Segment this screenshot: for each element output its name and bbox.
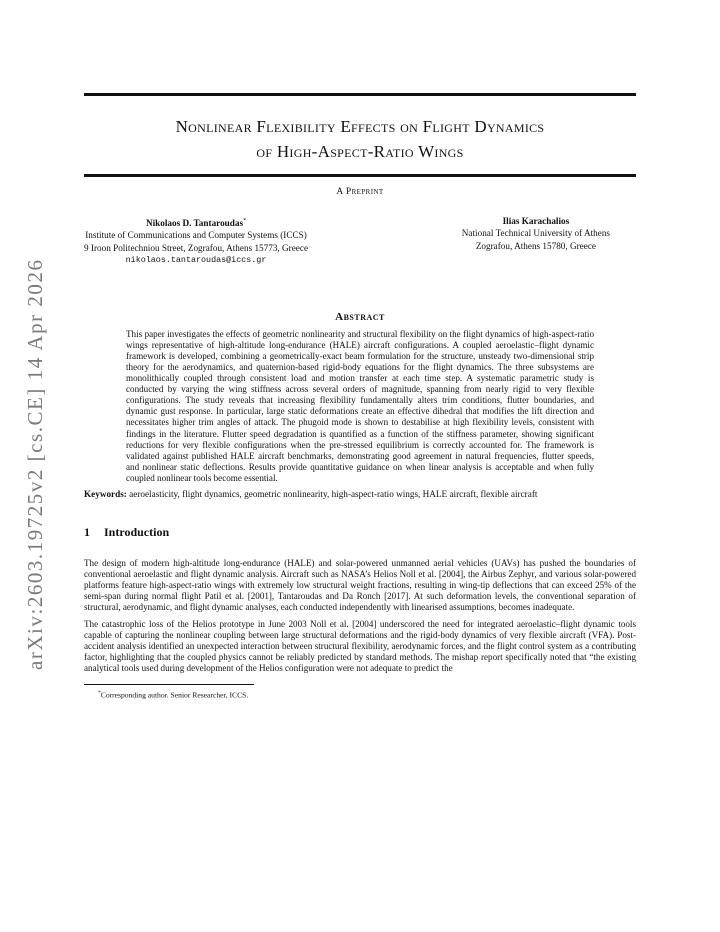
title-line-1: Nonlinear Flexibility Effects on Flight Dynamics (175, 117, 545, 136)
author-2-address: Zografou, Athens 15780, Greece (475, 240, 596, 251)
author-2 (462, 215, 610, 267)
keywords-text: aeroelasticity, flight dynamics, geometric nonlinearity, high-aspect-ratio wings, HALE aircraft, flexible aircraft (129, 489, 538, 499)
paper-title (84, 114, 636, 164)
paper-page (84, 0, 636, 701)
author-1-address: 9 Iroon Politechniou Street, Zografou, Athens 15773, Greece (84, 242, 309, 253)
footnote-marker: * (98, 690, 101, 697)
footnote-text: Corresponding author. Senior Researcher, ICCS. (100, 690, 249, 700)
footnote (84, 688, 636, 701)
author-1 (84, 215, 308, 267)
author-1-affiliation: Institute of Communications and Computer Systems (ICCS) (85, 230, 307, 241)
author-2-name: Ilias Karachalios (502, 216, 570, 226)
abstract-text: This paper investigates the effects of geometric nonlinearity and structural flexibility on the flight dynamics of high-aspect-ratio wings representative of high-altitude long-endurance (HALE) aircraft configurations. A coupled aeroelastic–flight dynamic framework is developed, combining a geometrically-exact beam formulation for the structure, unsteady two-dimensional strip theory for the aerodynamics, and quaternion-based rigid-body equations for the flight dynamics. The three subsystems are monolithically coupled through consistent load and motion transfer at each time step. A systematic parametric study is conducted by varying the wing stiffness across several orders of magnitude, spanning from nearly rigid to very flexible configurations. The study reveals that increasing flexibility fundamentally alters trim conditions, flutter boundaries, and dynamic gust response. In particular, large static deformations create an effective dihedral that modifies the lift direction and necessitates higher trim angles of attack. The phugoid mode is shown to destabilise at high flexibility levels, consistent with findings in the literature. Flutter speed degradation is quantified as a function of the stiffness parameter, showing significant reductions for very flexible configurations when the pre-stressed equilibrium is correctly accounted for. The framework is validated against published HALE aircraft benchmarks, demonstrating good agreement in natural frequencies, flutter speeds, and nonlinear static deflections. Results provide quantitative guidance on when linear analysis is acceptable and when fully coupled nonlinear tools become essential. (126, 328, 594, 483)
preprint-label: A Preprint (336, 187, 384, 197)
keywords (84, 489, 636, 501)
intro-paragraph-2: The catastrophic loss of the Helios prototype in June 2003 Noll et al. [2004] underscored the need for integrated aeroelastic–flight dynamic tools capable of capturing the nonlinear coupling between large structural deformations and the rigid-body dynamics of very flexible aircraft (VFA). Post-accident analysis identified an unexpected interaction between structural flexibility, aerodynamic forces, and the flight control system as a contributing factor, highlighting that the coupled physics cannot be reliably predicted by standard methods. The mishap report specifically noted that “the existing analytical tools used during development of the Helios configuration were not adequate to predict the (84, 618, 636, 674)
author-block (84, 215, 636, 267)
author-1-email[interactable]: nikolaos.tantaroudas@iccs.gr (125, 255, 267, 266)
section-heading (84, 525, 636, 540)
section-number: 1 (84, 524, 90, 539)
section-title: Introduction (104, 524, 170, 539)
author-1-name: Nikolaos D. Tantaroudas (145, 218, 244, 229)
title-line-2: of High-Aspect-Ratio Wings (256, 142, 464, 161)
arxiv-stamp-text: arXiv:2603.19725v2 [cs.CE] 14 Apr 2026 (23, 260, 47, 670)
author-1-marker: * (243, 218, 247, 224)
keywords-label: Keywords: (84, 489, 127, 499)
author-2-affiliation: National Technical University of Athens (461, 228, 610, 239)
arxiv-stamp (18, 250, 54, 680)
intro-paragraph-1: The design of modern high-altitude long-endurance (HALE) and solar-powered unmanned aerial vehicles (UAVs) has pushed the boundaries of conventional aeroelastic and flight dynamic analysis. Aircraft such as NASA’s Helios Noll et al. [2004], the Airbus Zephyr, and various solar-powered platforms feature high-aspect-ratio wings with extremely low structural weight fractions, resulting in wing-tip deflections that can exceed 25% of the semi-span during normal flight Patil et al. [2001], Tantaroudas and Da Ronch [2017]. At such deformation levels, the conventional separation of structural, aerodynamic, and flight dynamic analyses, each conducted independently with linearised assumptions, becomes inadequate. (84, 557, 636, 612)
abstract-heading: Abstract (335, 310, 385, 323)
